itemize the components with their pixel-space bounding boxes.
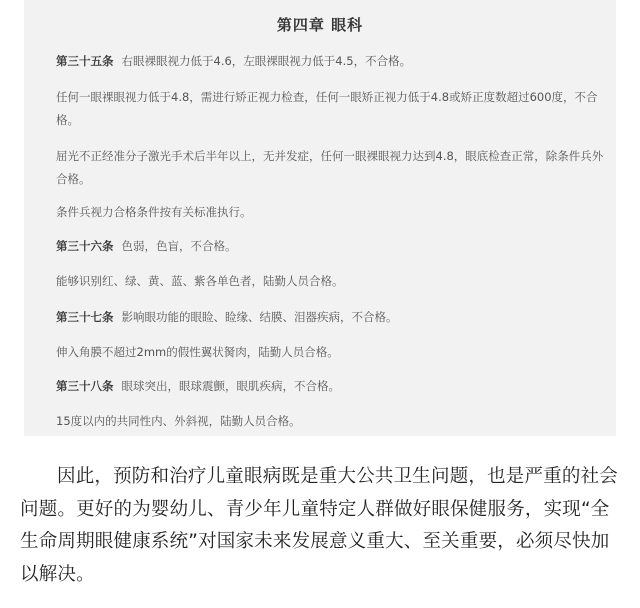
article-38-paragraph [56, 375, 608, 398]
article-text: 眼球突出，眼球震颤，眼肌疾病，不合格。 [121, 379, 340, 393]
paragraph-text: 屈光不正经准分子激光手术后半年以上，无并发症，任何一眼裸眼视力达到4.8，眼底检查正常，除条件兵外合格。 [56, 149, 604, 186]
article-number: 第三十七条 [56, 310, 114, 324]
chapter-title: 第四章 眼科 [276, 16, 364, 34]
article-number: 第三十八条 [56, 379, 114, 393]
article-number: 第三十五条 [56, 54, 114, 68]
pterygium-paragraph [56, 341, 608, 364]
conditional-soldier-paragraph [56, 201, 608, 224]
paragraph-text: 能够识别红、绿、黄、蓝、紫各单色者，陆勤人员合格。 [56, 274, 344, 288]
article-number: 第三十六条 [56, 239, 114, 253]
laser-surgery-paragraph [56, 145, 608, 191]
paragraph-text: 15度以内的共同性内、外斜视，陆勤人员合格。 [56, 414, 301, 428]
vision-correction-paragraph [56, 86, 608, 132]
strabismus-paragraph [56, 410, 608, 433]
paragraph-text: 伸入角膜不超过2mm的假性翼状胬肉，陆勤人员合格。 [56, 345, 339, 359]
article-text: 右眼裸眼视力低于4.6，左眼裸眼视力低于4.5，不合格。 [121, 54, 412, 68]
article-body-paragraph: 因此，预防和治疗儿童眼病既是重大公共卫生问题，也是严重的社会问题。更好的为婴幼儿、青少年儿童特定人群做好眼保健服务，实现“全生命周期眼健康系统”对国家未来发展意义重大、至关重要，必须尽快加以解决。 [20, 466, 619, 585]
regulation-excerpt-image [24, 0, 616, 436]
paragraph-text: 任何一眼裸眼视力低于4.8，需进行矫正视力检查，任何一眼矫正视力低于4.8或矫正度数超过600度，不合格。 [56, 90, 598, 127]
paragraph-text: 条件兵视力合格条件按有关标准执行。 [56, 205, 252, 219]
article-36-paragraph [56, 235, 608, 258]
article-37-paragraph [56, 306, 608, 329]
article-text: 影响眼功能的眼睑、睑缘、结膜、泪器疾病，不合格。 [121, 310, 398, 324]
article-35-paragraph [56, 50, 608, 73]
article-text: 色弱，色盲，不合格。 [121, 239, 237, 253]
color-recognition-paragraph [56, 270, 608, 293]
